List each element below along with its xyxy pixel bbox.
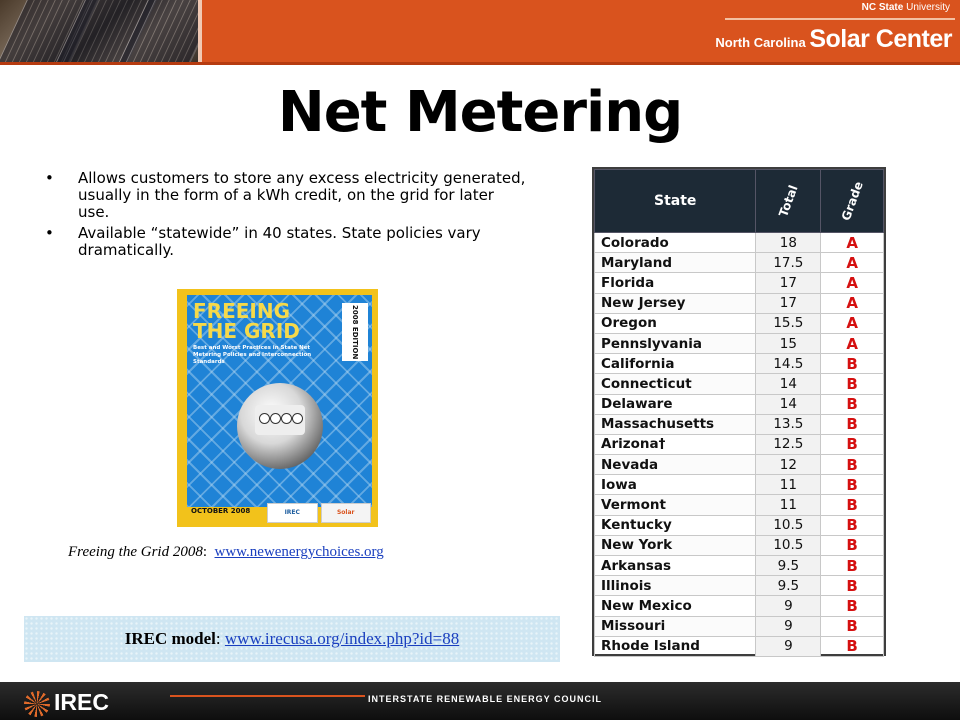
table-row: [595, 636, 884, 656]
table-row: [595, 535, 884, 555]
irec-model-link[interactable]: www.irecusa.org/index.php?id=88: [224, 629, 460, 648]
bullet-dot: •: [45, 169, 54, 187]
cell-total: 17: [756, 273, 821, 293]
cell-total: 11: [756, 475, 821, 495]
cell-grade: B: [821, 495, 884, 515]
solar-panels-photo: [0, 0, 198, 62]
header-banner: [0, 0, 960, 62]
cell-total: 11: [756, 495, 821, 515]
cover-title: FREEING THE GRID: [193, 299, 300, 343]
cell-state: Illinois: [595, 576, 756, 596]
table-row: [595, 313, 884, 333]
table-row: [595, 556, 884, 576]
footer-bar: [0, 682, 960, 720]
cell-total: 9.5: [756, 576, 821, 596]
cell-state: Maryland: [595, 253, 756, 273]
cell-grade: A: [821, 313, 884, 333]
bullet-item: • Allows customers to store any excess electricity generated, usually in the form of a kWh credit, on the grid for later use.: [45, 169, 526, 221]
cell-state: Pennslyvania: [595, 333, 756, 353]
cell-grade: B: [821, 414, 884, 434]
cover-edition-badge: 2008 EDITION: [342, 303, 368, 361]
state-grades-table: [592, 167, 886, 656]
cell-grade: A: [821, 253, 884, 273]
table-row: [595, 495, 884, 515]
header-total: Total: [756, 170, 821, 233]
irec-model-box: IREC model: www.irecusa.org/index.php?id=88: [24, 616, 560, 662]
cell-state: Kentucky: [595, 515, 756, 535]
banner-rule: [725, 18, 955, 20]
table-row: [595, 394, 884, 414]
cell-state: Vermont: [595, 495, 756, 515]
banner-divider: [198, 0, 202, 62]
cell-grade: B: [821, 636, 884, 656]
cell-state: Florida: [595, 273, 756, 293]
cell-state: New Mexico: [595, 596, 756, 616]
table-row: [595, 293, 884, 313]
cell-grade: B: [821, 475, 884, 495]
cell-grade: B: [821, 434, 884, 454]
cell-grade: B: [821, 374, 884, 394]
cell-grade: B: [821, 556, 884, 576]
table-row: [595, 515, 884, 535]
cell-total: 9.5: [756, 556, 821, 576]
council-name: INTERSTATE RENEWABLE ENERGY COUNCIL: [368, 694, 603, 704]
table-row: [595, 414, 884, 434]
table-row: [595, 253, 884, 273]
cell-total: 17: [756, 293, 821, 313]
cell-total: 13.5: [756, 414, 821, 434]
cell-total: 9: [756, 596, 821, 616]
cell-state: Colorado: [595, 233, 756, 253]
irec-logo: IREC: [24, 689, 109, 717]
cell-total: 14: [756, 394, 821, 414]
solar-logo-small: Solar: [321, 503, 372, 523]
cell-grade: B: [821, 394, 884, 414]
electric-meter-icon: [237, 383, 323, 469]
cell-grade: B: [821, 616, 884, 636]
cell-total: 18: [756, 233, 821, 253]
table-row: [595, 616, 884, 636]
cell-state: Missouri: [595, 616, 756, 636]
table-header-row: [595, 170, 884, 233]
cell-state: Iowa: [595, 475, 756, 495]
cell-grade: B: [821, 455, 884, 475]
banner-bottom-line: [0, 62, 960, 65]
report-cover-image: [177, 289, 378, 527]
cell-total: 17.5: [756, 253, 821, 273]
cell-total: 15: [756, 333, 821, 353]
table-row: [595, 273, 884, 293]
header-state: State: [595, 170, 756, 233]
cell-grade: B: [821, 596, 884, 616]
cell-grade: B: [821, 515, 884, 535]
cell-state: Oregon: [595, 313, 756, 333]
cell-total: 14.5: [756, 354, 821, 374]
bullet-list: [40, 170, 530, 263]
slide-title: Net Metering: [277, 80, 683, 145]
cell-total: 10.5: [756, 535, 821, 555]
header-grade: Grade: [821, 170, 884, 233]
cell-total: 9: [756, 636, 821, 656]
footer-rule: [170, 695, 365, 697]
cover-fence-background: [187, 295, 372, 507]
table-row: [595, 354, 884, 374]
cell-total: 15.5: [756, 313, 821, 333]
table-row: [595, 374, 884, 394]
cell-total: 12.5: [756, 434, 821, 454]
cell-state: Delaware: [595, 394, 756, 414]
table-row: [595, 233, 884, 253]
cell-total: 9: [756, 616, 821, 636]
bullet-item: • Available “statewide” in 40 states. State policies vary dramatically.: [45, 224, 481, 259]
cover-caption: Freeing the Grid 2008: www.newenergychoices.org: [68, 544, 384, 560]
newenergychoices-link[interactable]: www.newenergychoices.org: [214, 544, 384, 560]
table-row: [595, 434, 884, 454]
table-row: [595, 576, 884, 596]
cell-state: New Jersey: [595, 293, 756, 313]
table-row: [595, 596, 884, 616]
cover-logos: [267, 503, 371, 523]
table-row: [595, 455, 884, 475]
cell-grade: B: [821, 535, 884, 555]
cell-total: 12: [756, 455, 821, 475]
cell-grade: A: [821, 293, 884, 313]
table-row: [595, 333, 884, 353]
cell-grade: A: [821, 333, 884, 353]
irec-sun-icon: [24, 691, 50, 717]
cell-grade: A: [821, 233, 884, 253]
cell-state: New York: [595, 535, 756, 555]
table-row: [595, 475, 884, 495]
bullet-dot: •: [45, 224, 54, 242]
cover-date: OCTOBER 2008: [191, 507, 251, 515]
cell-state: Arizona†: [595, 434, 756, 454]
irec-logo-small: IREC: [267, 503, 318, 523]
cell-state: Nevada: [595, 455, 756, 475]
cover-subtitle: Best and Worst Practices in State Net Metering Policies and Interconnection Standards: [193, 345, 312, 365]
cell-grade: B: [821, 354, 884, 374]
cell-state: Connecticut: [595, 374, 756, 394]
cell-state: California: [595, 354, 756, 374]
cell-grade: B: [821, 576, 884, 596]
cell-state: Rhode Island: [595, 636, 756, 656]
cell-total: 10.5: [756, 515, 821, 535]
cell-grade: A: [821, 273, 884, 293]
cell-state: Arkansas: [595, 556, 756, 576]
cell-state: Massachusetts: [595, 414, 756, 434]
university-name: NC State University: [861, 2, 950, 13]
cell-total: 14: [756, 374, 821, 394]
solar-center-logo: North Carolina Solar Center: [715, 25, 952, 53]
